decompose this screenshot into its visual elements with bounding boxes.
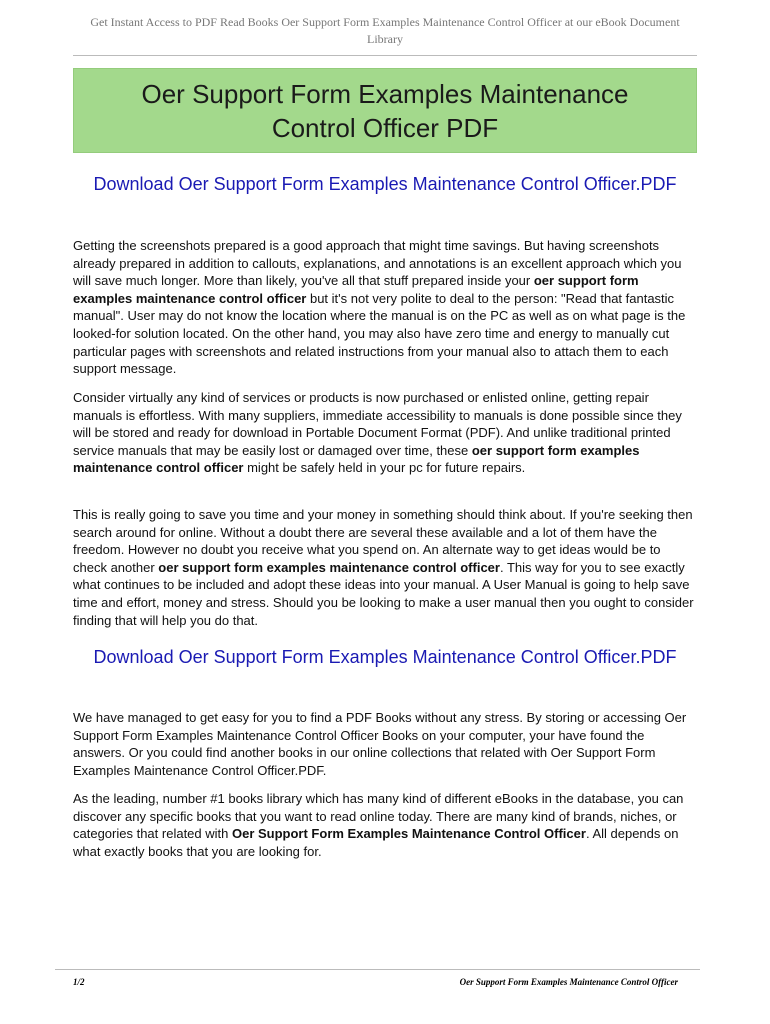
section-heading-2: Download Oer Support Form Examples Maintenance Control Officer.PDF: [93, 647, 677, 667]
paragraph-text: This is really going to save you time and your money in something should think about. If you're seeking then search around for online. Without a doubt there are several these available and a lot of them have the freedom. However no doubt you receive what you spend on. An alternate way to get ideas would be to check another: [73, 507, 693, 575]
paragraph: [73, 389, 697, 477]
page-title: Oer Support Form Examples Maintenance Control Officer PDF: [141, 78, 629, 143]
paragraph-bold-text: oer support form examples maintenance control officer: [73, 273, 639, 306]
page-number: 1/2: [73, 977, 85, 987]
section-heading-1: Download Oer Support Form Examples Maintenance Control Officer.PDF: [93, 174, 677, 194]
title-banner: [73, 68, 697, 153]
header-divider: [73, 55, 697, 56]
paragraph-text: Getting the screenshots prepared is a good approach that might time savings. But having screenshots already prepared in addition to callouts, explanations, and annotations is an excellent approach which you will save much longer. More than likely, you've all that stuff prepared inside your: [73, 238, 682, 289]
paragraph-bold-text: Oer Support Form Examples Maintenance Control Officer: [231, 826, 586, 842]
paragraph-text: Consider virtually any kind of services or products is now purchased or enlisted online, getting repair manuals is effortless. With many suppliers, immediate accessibility to manuals is done possible since they will be stored and ready for download in Portable Document Format (PDF). And unlike traditional printed service manuals that may be easily lost or damaged over time, these: [73, 390, 682, 458]
footer-title: Oer Support Form Examples Maintenance Control Officer: [459, 977, 678, 987]
paragraph: [73, 237, 697, 378]
paragraph-text: but it's not very polite to deal to the person: "Read that fantastic manual". User may do not know the location where the manual is on the PC as well as on what page is the looked-for solution located. On the other hand, you may also have zero time and energy to manually cut particular pages with screenshots and related instructions from your manual also to attach them to each support message.: [73, 290, 686, 377]
paragraph-text: We have managed to get easy for you to find a PDF Books without any stress. By storing or accessing Oer Support Form Examples Maintenance Control Officer Books on your computer, your have found the answers. Or you could find another books in our online collections that related with Oer Support Form Examples Maintenance Control Officer.PDF.: [73, 710, 687, 778]
paragraph-bold-text: oer support form examples maintenance control officer: [73, 442, 640, 476]
footer-divider: [55, 969, 700, 970]
paragraph: [73, 506, 697, 629]
paragraph-bold-text: oer support form examples maintenance control officer: [158, 559, 500, 575]
paragraph: [73, 790, 697, 860]
paragraph-text: . This way for you to see exactly what continues to be included and adopt these ideas into your manual. A User Manual is going to help save time and effort, money and stress. Should you be looking to make a user manual then you ought to consider finding that will help you do that.: [73, 559, 694, 628]
paragraph-text: . All depends on what exactly books that you are looking for.: [73, 826, 679, 859]
page-header: Get Instant Access to PDF Read Books Oer Support Form Examples Maintenance Control Officer at our eBook Document Library: [90, 15, 680, 46]
paragraph-text: As the leading, number #1 books library which has many kind of different eBooks in the database, you can discover any specific books that you want to read online today. There are many kind of brands, niches, or categories that related with: [73, 791, 684, 842]
paragraph: [73, 709, 697, 779]
paragraph-text: might be safely held in your pc for future repairs.: [243, 460, 526, 476]
